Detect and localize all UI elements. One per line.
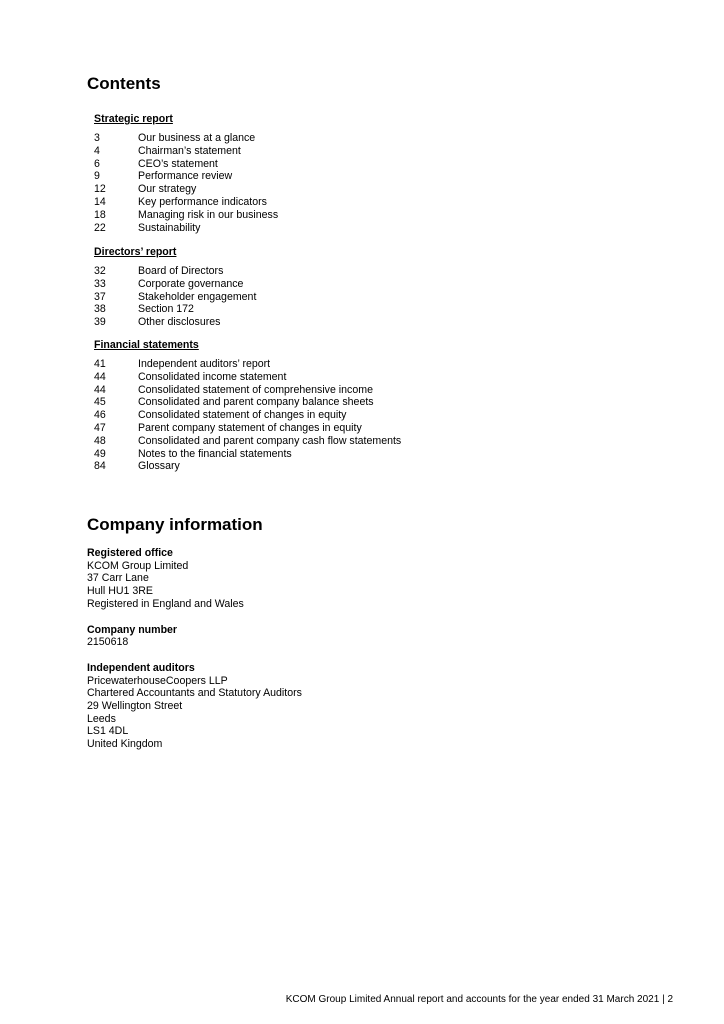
toc-page-number: 18 [94, 208, 106, 221]
auditor-line: Chartered Accountants and Statutory Auditors [87, 687, 302, 700]
toc-page-number: 49 [94, 447, 106, 460]
toc-page-number: 6 [94, 157, 100, 170]
company-information-title: Company information [87, 515, 263, 534]
toc-page-number: 37 [94, 290, 106, 303]
toc-row[interactable] [94, 222, 494, 235]
toc-entry-title: Independent auditors’ report [138, 358, 271, 370]
toc-entry-title: Other disclosures [138, 316, 221, 329]
toc-entry-title: Consolidated statement of changes in equity [138, 409, 347, 422]
toc-entry-title: Notes to the financial statements [138, 447, 292, 460]
toc-entry-title: Consolidated and parent company cash flow statements [138, 434, 402, 447]
toc-row[interactable] [94, 371, 494, 384]
toc-page-number: 14 [94, 195, 106, 208]
company-number-heading: Company number [87, 623, 178, 636]
toc-entry-title: Our business at a glance [138, 132, 256, 144]
toc-list [94, 358, 494, 473]
toc-section-strategic-report [94, 113, 494, 234]
toc-row[interactable] [94, 384, 494, 397]
toc-page-number: 46 [94, 409, 106, 422]
registered-office-block [87, 547, 487, 611]
toc-entry-title: Stakeholder engagement [138, 290, 257, 303]
toc-page-number: 45 [94, 396, 106, 409]
toc-page-number: 33 [94, 277, 106, 290]
auditor-line: PricewaterhouseCoopers LLP [87, 674, 228, 687]
auditor-line: Leeds [87, 712, 116, 725]
toc-entry-title: Sustainability [138, 221, 201, 234]
toc-entry-title: Glossary [138, 460, 180, 473]
toc-row[interactable] [94, 145, 494, 158]
toc-entry-title: Corporate governance [138, 277, 244, 290]
toc-list [94, 265, 494, 329]
toc-row[interactable] [94, 158, 494, 171]
auditors-heading: Independent auditors [87, 661, 195, 674]
toc-entry-title: Key performance indicators [138, 195, 267, 208]
auditors-block [87, 662, 487, 751]
toc-page-number: 9 [94, 170, 100, 183]
registered-office-heading: Registered office [87, 547, 173, 559]
toc-row[interactable] [94, 422, 494, 435]
toc-row[interactable] [94, 132, 494, 145]
toc-row[interactable] [94, 209, 494, 222]
toc-entry-title: Board of Directors [138, 265, 224, 277]
toc-row[interactable] [94, 291, 494, 304]
toc-row[interactable] [94, 448, 494, 461]
toc-entry-title: Consolidated and parent company balance sheets [138, 396, 374, 409]
toc-page-number: 47 [94, 421, 106, 434]
toc-row[interactable] [94, 396, 494, 409]
toc-entry-title: Consolidated income statement [138, 370, 287, 383]
toc-row[interactable] [94, 316, 494, 329]
toc-section-heading: Strategic report [94, 113, 173, 125]
company-number-value: 2150618 [87, 636, 129, 649]
toc-row[interactable] [94, 460, 494, 473]
toc-entry-title: Our strategy [138, 183, 197, 196]
toc-section-heading: Financial statements [94, 339, 199, 351]
toc-entry-title: Consolidated statement of comprehensive income [138, 383, 373, 396]
toc-row[interactable] [94, 183, 494, 196]
address-line: 37 Carr Lane [87, 572, 149, 585]
toc-list [94, 132, 494, 234]
auditor-line: 29 Wellington Street [87, 700, 183, 713]
toc-row[interactable] [94, 170, 494, 183]
toc-row[interactable] [94, 303, 494, 316]
address-line: KCOM Group Limited [87, 559, 189, 572]
toc-row[interactable] [94, 278, 494, 291]
company-information [87, 547, 487, 764]
toc-page-number: 39 [94, 316, 106, 329]
toc-page-number: 38 [94, 303, 106, 316]
toc-page-number: 84 [94, 460, 106, 473]
toc-page-number: 44 [94, 370, 106, 383]
toc-entry-title: Section 172 [138, 303, 194, 316]
toc-page-number: 32 [94, 265, 106, 277]
toc-page-number: 12 [94, 183, 106, 196]
toc-entry-title: Performance review [138, 170, 233, 183]
toc-entry-title: Managing risk in our business [138, 208, 279, 221]
page-footer: KCOM Group Limited Annual report and accounts for the year ended 31 March 2021 | 2 [285, 994, 673, 1005]
toc-section-heading: Directors’ report [94, 246, 177, 258]
toc-row[interactable] [94, 409, 494, 422]
toc-row[interactable] [94, 196, 494, 209]
toc-page-number: 44 [94, 383, 106, 396]
toc-section-financial-statements [94, 339, 494, 473]
toc-entry-title: Chairman’s statement [138, 144, 241, 157]
auditor-line: LS1 4DL [87, 725, 129, 738]
address-line: Hull HU1 3RE [87, 585, 153, 598]
auditor-line: United Kingdom [87, 738, 163, 751]
company-number-block [87, 624, 487, 649]
toc-section-directors-report [94, 246, 494, 329]
toc-page-number: 41 [94, 358, 106, 370]
toc-entry-title: Parent company statement of changes in equity [138, 421, 362, 434]
toc-row[interactable] [94, 358, 494, 371]
address-line: Registered in England and Wales [87, 597, 244, 610]
toc-entry-title: CEO’s statement [138, 157, 218, 170]
toc-page-number: 22 [94, 221, 106, 234]
toc-row[interactable] [94, 265, 494, 278]
toc-page-number: 4 [94, 144, 100, 157]
contents-title: Contents [87, 74, 161, 93]
toc-page-number: 3 [94, 132, 100, 144]
toc-page-number: 48 [94, 434, 106, 447]
toc-row[interactable] [94, 435, 494, 448]
